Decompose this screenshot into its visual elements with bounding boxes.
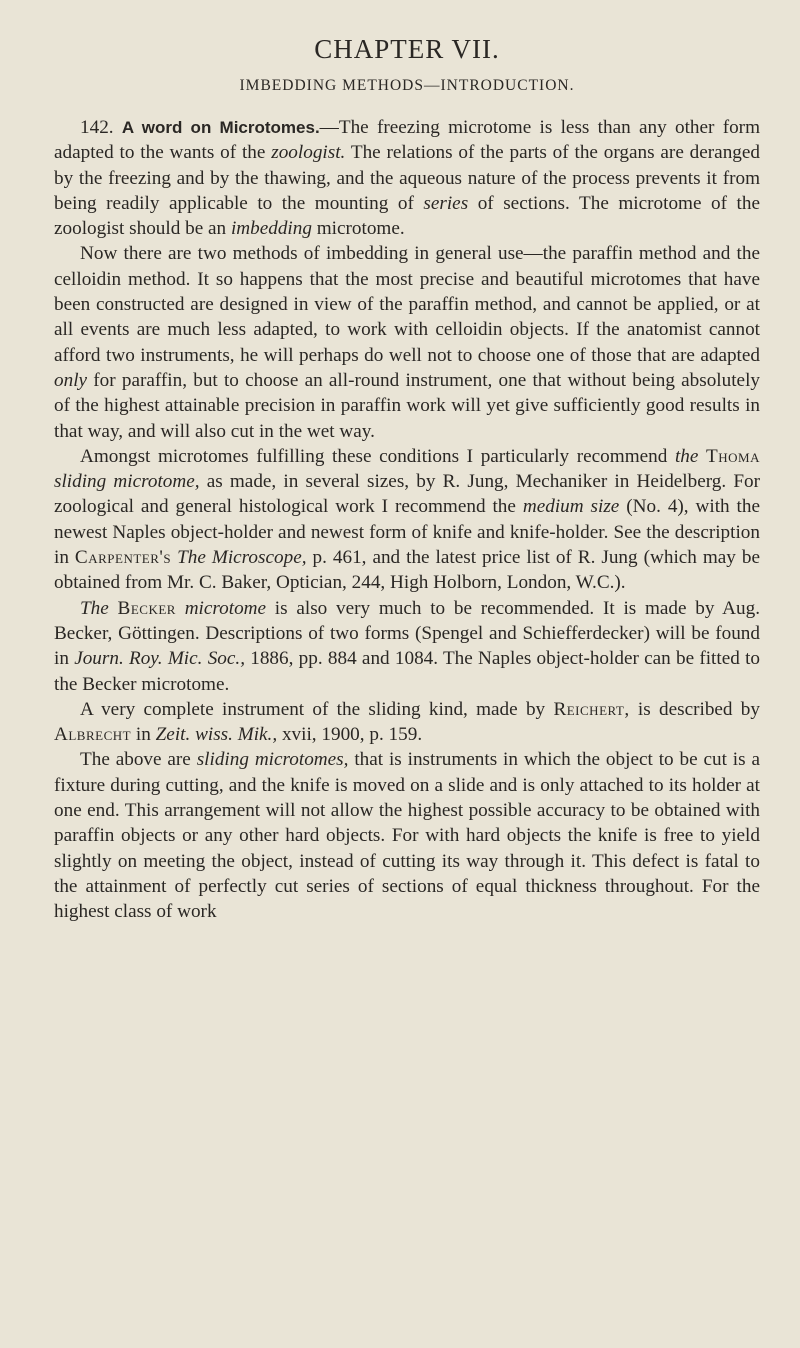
text-run: 1886, pp. 884 and 1084. The Naples object-holder can be fitted to the Becker microtome. [54, 648, 760, 695]
italic-run: series [423, 192, 469, 214]
text-run: Now there are two methods of imbedding in general use—the paraffin method and the celloidin method. It so happens that the most precise and beautiful microtomes that have been constructed are designed in view of the paraffin method, and cannot be applied, or at all events are much less adapted, to work with celloidin objects. If the anatomist cannot afford two instruments, he will perhaps do well not to choose one of those that are adapted [54, 243, 760, 366]
text-run: is also very much to be recommended. It is made by Aug. Becker, Göttingen. Descriptions of two forms (Spengel and Schiefferdecker) will be found in [54, 597, 760, 670]
smallcaps-run: Becker [117, 597, 176, 619]
italic-run: only [54, 369, 88, 391]
smallcaps-run: Albrecht [54, 724, 132, 746]
section-title: IMBEDDING METHODS—INTRODUCTION. [239, 77, 575, 94]
text-run: that is instruments in which the object to be cut is a fixture during cutting, and the knife is moved on a slide and is only attached to its holder at one end. This arrangement will not allow the highest possible accuracy to be obtained with paraffin objects or any other hard objects. For with hard objects the knife is free to yield slightly on meeting the object, instead of cutting its way through it. This defect is fatal to the attainment of perfectly cut series of sections of equal thickness throughout. For the highest class of work [54, 749, 760, 923]
italic-run: The Microscope, [177, 547, 307, 569]
text-run: of sections. The microtome of the zoologist should be an [54, 192, 760, 240]
italic-run: medium size [522, 496, 620, 518]
text-run: microtome. [311, 218, 405, 240]
italic-run: Zeit. wiss. Mik., [155, 724, 278, 746]
smallcaps-run: Thoma [706, 445, 760, 467]
italic-run: sliding microtome, [54, 471, 200, 493]
paragraph-becker-microtome [54, 596, 760, 697]
text-run: —The freezing microtome is less than any other form adapted to the wants of the [54, 117, 760, 164]
text-run: A very complete instrument of the sliding kind, made by [80, 698, 554, 720]
italic-run: Journ. Roy. Mic. Soc., [74, 648, 245, 670]
italic-run: imbedding [230, 218, 312, 240]
text-run: as made, in several sizes, by R. Jung, Mechaniker in Heidelberg. For zoological and general histological work I recommend the [54, 471, 760, 518]
paragraph-imbedding-methods [54, 241, 760, 443]
italic-run: sliding microtomes, [196, 749, 349, 771]
body-text [54, 115, 760, 925]
text-run: for paraffin, but to choose an all-round instrument, one that without being absolutely of the highest attainable precision in paraffin work will yet give sufficiently good results in that way, and will also cut in the wet way. [54, 369, 760, 442]
smallcaps-run: Carpenter's [74, 547, 172, 569]
paragraph-thoma-microtome [54, 444, 760, 596]
italic-run: microtome [184, 597, 267, 619]
paragraph-number: 142. [80, 117, 122, 138]
chapter-title: CHAPTER VII. [314, 34, 500, 64]
italic-run: zoologist. [271, 142, 346, 164]
paragraph-142 [54, 115, 760, 241]
italic-run: the [674, 445, 699, 467]
text-run: (No. 4), with the newest Naples object-holder and newest form of knife and knife-holder. See the description in [54, 496, 761, 569]
paragraph-reichert-instrument [54, 697, 760, 748]
text-run: is described by [629, 698, 760, 720]
paragraph-sliding-microtomes [54, 747, 760, 924]
text-run: The above are [80, 749, 197, 771]
italic-run: The [80, 597, 109, 619]
text-run: Amongst microtomes fulfilling these conditions I particularly recommend [80, 445, 675, 467]
smallcaps-run: Reichert, [553, 698, 630, 720]
text-run: The relations of the parts of the organs are deranged by the freezing and by the thawing, and the aqueous nature of the process prevents it from being readily applicable to the mounting of [54, 142, 760, 214]
text-run: in [131, 724, 156, 746]
text-run: p. 461, and the latest price list of R. Jung (which may be obtained from Mr. C. Baker, Optician, 244, High Holborn, London, W.C.). [54, 547, 761, 594]
text-run: xvii, 1900, p. 159. [277, 724, 423, 746]
paragraph-lead: A word on Microtomes. [121, 118, 320, 137]
